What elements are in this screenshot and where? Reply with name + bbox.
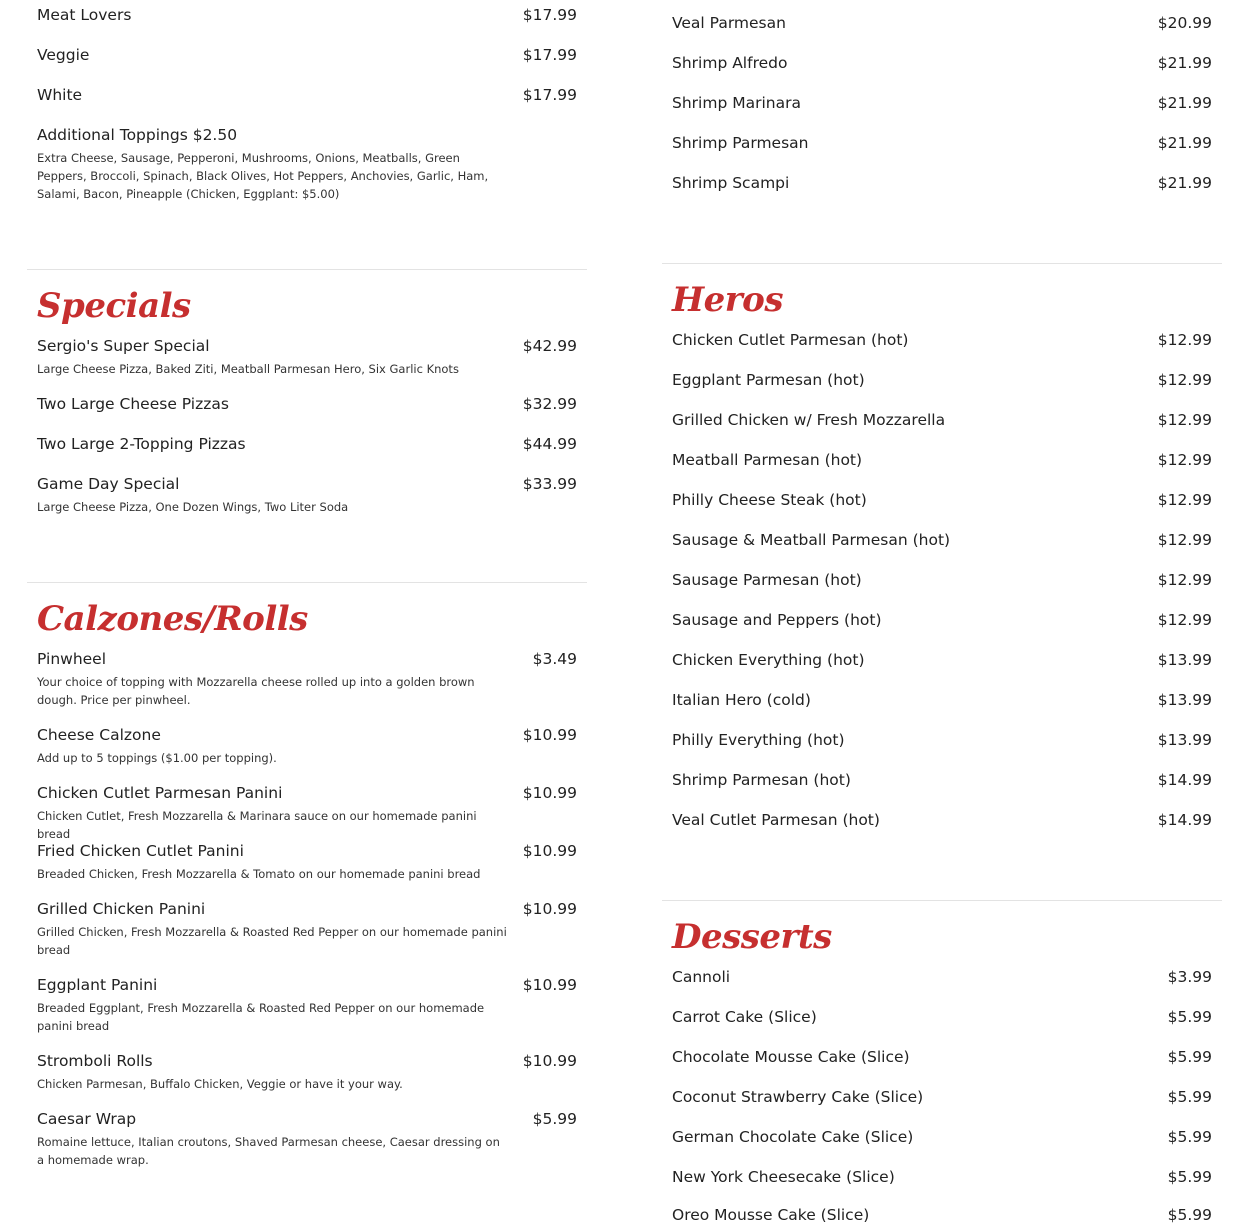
menu-item-price: $17.99: [522, 6, 577, 24]
section-divider: [662, 263, 1222, 264]
menu-item-name: Cannoli: [672, 968, 731, 986]
menu-item-name: Chicken Everything (hot): [672, 651, 865, 669]
menu-item-name: Italian Hero (cold): [672, 691, 811, 709]
menu-item-name: Meat Lovers: [37, 6, 132, 24]
menu-item-name: Shrimp Scampi: [672, 174, 790, 192]
menu-item-name: Game Day Special: [37, 475, 180, 493]
menu-item-price: $10.99: [522, 726, 577, 744]
menu-item-name: Cheese Calzone: [37, 726, 161, 744]
menu-item-price: $5.99: [1167, 1206, 1212, 1224]
menu-item-name: Two Large 2-Topping Pizzas: [37, 435, 246, 453]
menu-item-name: Eggplant Parmesan (hot): [672, 371, 865, 389]
menu-item-price: $10.99: [522, 784, 577, 802]
menu-item-name: Two Large Cheese Pizzas: [37, 395, 229, 413]
menu-item-name: Shrimp Parmesan: [672, 134, 809, 152]
menu-item-description: Breaded Chicken, Fresh Mozzarella & Tomato on our homemade panini bread: [37, 867, 481, 881]
menu-item-name: Philly Everything (hot): [672, 731, 845, 749]
menu-item-price: $17.99: [522, 46, 577, 64]
menu-item-name: Chicken Cutlet Parmesan (hot): [672, 331, 909, 349]
menu-item-name: Shrimp Marinara: [672, 94, 801, 112]
menu-item-description: Large Cheese Pizza, One Dozen Wings, Two Liter Soda: [37, 500, 349, 514]
menu-item-price: $12.99: [1157, 331, 1212, 349]
menu-item-name: White: [37, 86, 83, 104]
menu-item-price: $5.99: [1167, 1048, 1212, 1066]
section-divider: [27, 269, 587, 270]
menu-item-price: $32.99: [522, 395, 577, 413]
menu-item-price: $10.99: [522, 842, 577, 860]
menu-item-description: Breaded Eggplant, Fresh Mozzarella & Roasted Red Pepper on our homemade panini bread: [37, 1001, 485, 1033]
section-heading-specials: Specials: [37, 286, 191, 326]
menu-item-name: Sausage Parmesan (hot): [672, 571, 862, 589]
menu-item-price: $12.99: [1157, 491, 1212, 509]
menu-item-price: $5.99: [1167, 1128, 1212, 1146]
section-heading-calzones: Calzones/Rolls: [37, 599, 308, 639]
menu-item-price: $13.99: [1157, 691, 1212, 709]
menu-item-name: Grilled Chicken Panini: [37, 900, 206, 918]
menu-item-price: $33.99: [522, 475, 577, 493]
menu-item-price: $14.99: [1157, 771, 1212, 789]
menu-item-price: $13.99: [1157, 731, 1212, 749]
menu-item-price: $5.99: [1167, 1008, 1212, 1026]
menu-item-price: $42.99: [522, 337, 577, 355]
menu-item-name: Oreo Mousse Cake (Slice): [672, 1206, 870, 1224]
menu-item-description: Your choice of topping with Mozzarella cheese rolled up into a golden brown dough. Price per pinwheel.: [37, 675, 475, 707]
menu-item-name: Shrimp Alfredo: [672, 54, 788, 72]
menu-item-price: $12.99: [1157, 451, 1212, 469]
menu-item-name: Sausage and Peppers (hot): [672, 611, 882, 629]
section-heading-desserts: Desserts: [672, 917, 832, 957]
menu-item-name: Chocolate Mousse Cake (Slice): [672, 1048, 910, 1066]
menu-item-name: Eggplant Panini: [37, 976, 158, 994]
menu-item-price: $5.99: [1167, 1168, 1212, 1186]
menu-item-price: $21.99: [1157, 134, 1212, 152]
menu-item-name: Sausage & Meatball Parmesan (hot): [672, 531, 951, 549]
menu-item-price: $3.49: [532, 650, 577, 668]
menu-item-name: German Chocolate Cake (Slice): [672, 1128, 914, 1146]
menu-item-name: Coconut Strawberry Cake (Slice): [672, 1088, 924, 1106]
menu-item-price: $17.99: [522, 86, 577, 104]
menu-item-price: $20.99: [1157, 14, 1212, 32]
section-heading-heros: Heros: [672, 280, 783, 320]
menu-item-price: $12.99: [1157, 371, 1212, 389]
menu-item-price: $14.99: [1157, 811, 1212, 829]
menu-item-price: $10.99: [522, 976, 577, 994]
menu-item-name: Philly Cheese Steak (hot): [672, 491, 867, 509]
section-divider: [662, 900, 1222, 901]
menu-item-name: Chicken Cutlet Parmesan Panini: [37, 784, 283, 802]
menu-item-name: Carrot Cake (Slice): [672, 1008, 817, 1026]
menu-item-description: Chicken Parmesan, Buffalo Chicken, Veggie or have it your way.: [37, 1077, 403, 1091]
menu-item-price: $5.99: [1167, 1088, 1212, 1106]
menu-item-name: Additional Toppings $2.50: [37, 126, 238, 144]
menu-item-name: Veal Parmesan: [672, 14, 786, 32]
menu-item-name: Shrimp Parmesan (hot): [672, 771, 851, 789]
menu-item-price: $10.99: [522, 900, 577, 918]
menu-item-price: $21.99: [1157, 54, 1212, 72]
menu-item-description: Romaine lettuce, Italian croutons, Shaved Parmesan cheese, Caesar dressing on a homemade wrap.: [37, 1135, 500, 1167]
menu-item-price: $5.99: [532, 1110, 577, 1128]
menu-item-price: $10.99: [522, 1052, 577, 1070]
menu-item-name: Veggie: [37, 46, 90, 64]
menu-item-name: Fried Chicken Cutlet Panini: [37, 842, 244, 860]
menu-item-price: $12.99: [1157, 531, 1212, 549]
menu-item-description: Large Cheese Pizza, Baked Ziti, Meatball Parmesan Hero, Six Garlic Knots: [37, 362, 459, 376]
menu-item-name: Pinwheel: [37, 650, 107, 668]
menu-item-price: $12.99: [1157, 611, 1212, 629]
menu-item-price: $21.99: [1157, 94, 1212, 112]
menu-item-description: Chicken Cutlet, Fresh Mozzarella & Marinara sauce on our homemade panini bread: [37, 809, 477, 841]
menu-item-description: Add up to 5 toppings ($1.00 per topping).: [37, 751, 277, 765]
menu-item-name: Stromboli Rolls: [37, 1052, 153, 1070]
section-divider: [27, 582, 587, 583]
menu-item-name: New York Cheesecake (Slice): [672, 1168, 895, 1186]
menu-item-name: Meatball Parmesan (hot): [672, 451, 863, 469]
menu-item-price: $12.99: [1157, 571, 1212, 589]
menu-item-name: Sergio's Super Special: [37, 337, 210, 355]
menu-item-description: Extra Cheese, Sausage, Pepperoni, Mushrooms, Onions, Meatballs, Green Peppers, Broccoli, Spinach, Black Olives, Hot Peppers, Anchovies, Garlic, Ham, Salami, Bacon, Pineapple (Chicken, Eggplant: $5.00): [37, 151, 489, 201]
menu-item-name: Caesar Wrap: [37, 1110, 137, 1128]
menu-item-description: Grilled Chicken, Fresh Mozzarella & Roasted Red Pepper on our homemade panini bread: [37, 925, 507, 957]
menu-item-price: $13.99: [1157, 651, 1212, 669]
menu-item-price: $21.99: [1157, 174, 1212, 192]
menu-item-price: $12.99: [1157, 411, 1212, 429]
menu-item-price: $44.99: [522, 435, 577, 453]
menu-item-name: Veal Cutlet Parmesan (hot): [672, 811, 880, 829]
menu-item-price: $3.99: [1167, 968, 1212, 986]
menu-item-name: Grilled Chicken w/ Fresh Mozzarella: [672, 411, 946, 429]
